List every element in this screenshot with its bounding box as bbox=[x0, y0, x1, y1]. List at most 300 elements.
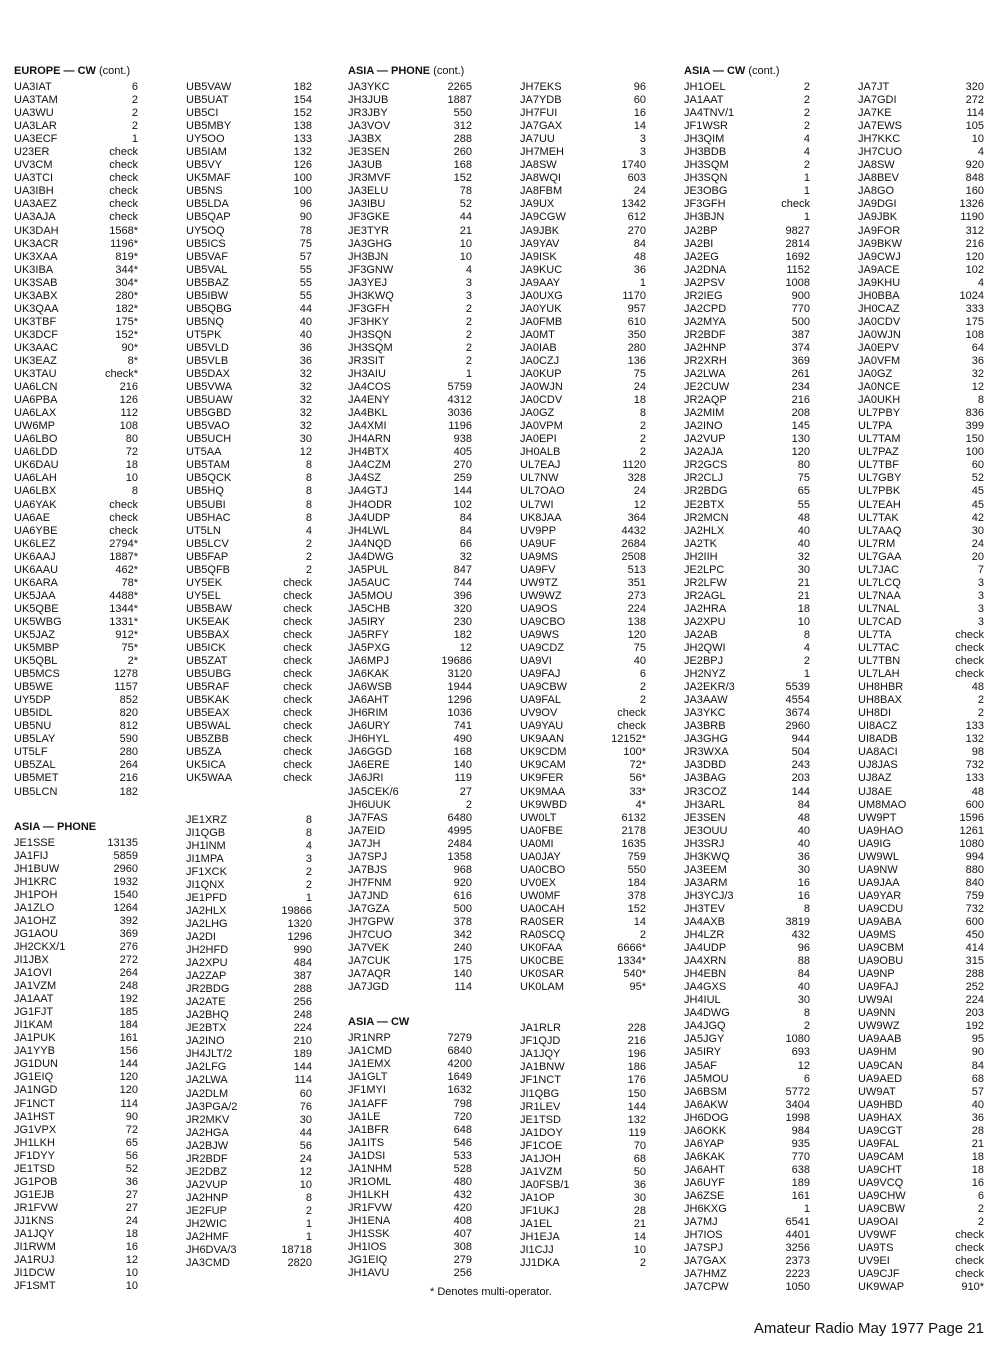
call-sign: JA3VOV bbox=[348, 120, 391, 133]
score: 1887* bbox=[109, 550, 138, 563]
call-sign: JI1DCW bbox=[14, 1267, 55, 1280]
score: 2 bbox=[977, 694, 984, 707]
station-row bbox=[858, 368, 984, 381]
score: 150 bbox=[627, 1087, 646, 1100]
call-sign: JA5IRY bbox=[348, 615, 386, 628]
call-sign: UT5LN bbox=[186, 524, 221, 537]
station-row bbox=[684, 133, 810, 146]
station-row bbox=[684, 629, 810, 642]
call-sign: JA1CMD bbox=[348, 1045, 393, 1058]
call-sign: UA3AJA bbox=[14, 211, 56, 224]
call-sign: JA3YEJ bbox=[348, 276, 388, 289]
call-sign: JA5AUC bbox=[348, 576, 391, 589]
score: 12 bbox=[971, 381, 984, 394]
call-sign: JH1IOS bbox=[348, 1241, 387, 1254]
station-row bbox=[858, 746, 984, 759]
call-sign: JR2GCS bbox=[684, 459, 728, 472]
station-row bbox=[684, 1007, 810, 1020]
station-row bbox=[186, 459, 312, 472]
score: 2223 bbox=[785, 1268, 810, 1281]
score: 2265 bbox=[447, 81, 472, 93]
score: 144 bbox=[791, 785, 810, 798]
call-sign: UB5ICS bbox=[186, 237, 226, 250]
score: 4 bbox=[803, 642, 810, 655]
section-title: ASIA — PHONE bbox=[348, 65, 431, 77]
station-row bbox=[520, 185, 646, 198]
call-sign: JE2LPC bbox=[684, 563, 725, 576]
call-sign: UK9CDM bbox=[520, 746, 567, 759]
station-row bbox=[186, 211, 312, 224]
station-row bbox=[858, 107, 984, 120]
score: 44 bbox=[459, 211, 472, 224]
call-sign: JH1POH bbox=[14, 888, 58, 901]
score: check bbox=[283, 602, 312, 615]
call-sign: UL7AAQ bbox=[858, 524, 902, 537]
score: 52 bbox=[459, 198, 472, 211]
score: 102 bbox=[453, 498, 472, 511]
call-sign: JA3YKC bbox=[348, 81, 390, 93]
score: 152 bbox=[293, 107, 312, 120]
station-row bbox=[858, 472, 984, 485]
score: 4 bbox=[803, 146, 810, 159]
call-sign: JF1UKJ bbox=[520, 1204, 560, 1217]
score: 7279 bbox=[447, 1032, 472, 1045]
call-sign: UA0CAH bbox=[520, 902, 565, 915]
station-row bbox=[14, 1163, 138, 1176]
score: 264 bbox=[119, 967, 138, 980]
call-sign: JA2HNP bbox=[186, 1191, 229, 1204]
station-row bbox=[858, 1151, 984, 1164]
score: 40 bbox=[797, 524, 810, 537]
station-row bbox=[684, 146, 810, 159]
section-heading bbox=[186, 65, 312, 78]
call-sign: UL7TA bbox=[858, 628, 892, 641]
call-sign: JH3SQN bbox=[348, 328, 392, 341]
score: 154 bbox=[293, 94, 312, 107]
score: 840 bbox=[965, 876, 984, 889]
station-row bbox=[14, 1019, 138, 1032]
call-sign: UL7PA bbox=[858, 420, 893, 433]
score: 182 bbox=[119, 785, 138, 798]
call-sign: JI1QGB bbox=[186, 826, 226, 839]
score: 44 bbox=[299, 302, 312, 315]
station-row bbox=[858, 303, 984, 316]
score: 32 bbox=[797, 550, 810, 563]
score: 308 bbox=[453, 1241, 472, 1254]
station-row bbox=[348, 472, 472, 485]
score: 72* bbox=[629, 759, 646, 772]
station-row bbox=[684, 694, 810, 707]
call-sign: UI8ADB bbox=[858, 733, 898, 746]
station-row bbox=[348, 720, 472, 733]
section-title: ASIA — CW bbox=[684, 65, 746, 77]
score: 160 bbox=[965, 185, 984, 198]
station-row bbox=[186, 407, 312, 420]
station-row bbox=[186, 1179, 312, 1192]
score: 114 bbox=[454, 981, 472, 994]
score: check bbox=[283, 615, 312, 628]
station-row bbox=[684, 316, 810, 329]
station-row bbox=[858, 251, 984, 264]
call-sign: UA9HAX bbox=[858, 1111, 903, 1124]
station-row bbox=[14, 1215, 138, 1228]
score: 1036 bbox=[447, 707, 472, 720]
score: 1568* bbox=[109, 224, 138, 237]
score: 920 bbox=[453, 876, 472, 889]
station-row bbox=[520, 1022, 646, 1035]
call-sign: JA3BX bbox=[348, 133, 382, 146]
score: 4 bbox=[977, 146, 984, 159]
call-sign: JA1PUK bbox=[14, 1032, 56, 1045]
score: 1 bbox=[803, 668, 810, 681]
score: 2 bbox=[639, 929, 646, 942]
score: 1080 bbox=[959, 837, 984, 850]
score: 1344* bbox=[109, 602, 138, 615]
station-row bbox=[684, 407, 810, 420]
station-row bbox=[684, 1086, 810, 1099]
score: 42 bbox=[971, 511, 984, 524]
call-sign: UK6LEZ bbox=[14, 537, 56, 550]
station-row bbox=[858, 629, 984, 642]
score: 52 bbox=[125, 1162, 138, 1175]
call-sign: JA9BKW bbox=[858, 237, 903, 250]
station-row bbox=[520, 381, 646, 394]
score: 95 bbox=[971, 1033, 984, 1046]
station-row bbox=[520, 929, 646, 942]
call-sign: UB5IAM bbox=[186, 146, 227, 159]
station-row bbox=[858, 968, 984, 981]
call-sign: UH8DI bbox=[858, 707, 892, 720]
call-sign: JI1QNX bbox=[186, 878, 225, 891]
call-sign: JF3GKE bbox=[348, 211, 390, 224]
score: 75 bbox=[797, 472, 810, 485]
station-row bbox=[348, 916, 472, 929]
call-sign: JF3HKY bbox=[348, 315, 389, 328]
call-sign: UT5LF bbox=[14, 746, 48, 759]
call-sign: JA1OHZ bbox=[14, 914, 57, 927]
score: 100 bbox=[293, 172, 312, 185]
station-row bbox=[186, 1192, 312, 1205]
call-sign: JH7FUI bbox=[520, 107, 558, 120]
score: 28 bbox=[633, 1204, 646, 1217]
call-sign: JA1HST bbox=[14, 1110, 55, 1123]
station-row bbox=[520, 290, 646, 303]
call-sign: JA2AB bbox=[684, 628, 718, 641]
station-row bbox=[858, 1033, 984, 1046]
station-row bbox=[684, 551, 810, 564]
call-sign: JA2HLX bbox=[186, 904, 227, 917]
score: 70 bbox=[633, 1139, 646, 1152]
call-sign: JF3GFH bbox=[348, 302, 390, 315]
station-row bbox=[348, 1163, 472, 1176]
call-sign: UA9YAR bbox=[858, 889, 902, 902]
call-sign: JR2XRH bbox=[684, 354, 727, 367]
score: 14 bbox=[633, 916, 646, 928]
score: 2 bbox=[803, 1020, 810, 1033]
station-row bbox=[520, 316, 646, 329]
score: check bbox=[109, 172, 138, 185]
station-row bbox=[14, 433, 138, 446]
call-sign: JA7EWS bbox=[858, 120, 903, 133]
station-row bbox=[684, 251, 810, 264]
station-row bbox=[520, 694, 646, 707]
station-row bbox=[348, 812, 472, 825]
station-row bbox=[14, 837, 138, 850]
station-row bbox=[520, 799, 646, 812]
station-row bbox=[858, 1046, 984, 1059]
station-row bbox=[520, 94, 646, 107]
call-sign: JH3BJN bbox=[348, 250, 389, 263]
score: 230 bbox=[453, 615, 472, 628]
score: 259 bbox=[453, 472, 472, 485]
score: 8 bbox=[305, 459, 312, 472]
call-sign: JR3COZ bbox=[684, 785, 727, 798]
score: 2 bbox=[465, 302, 472, 315]
station-row bbox=[348, 772, 472, 785]
station-row bbox=[348, 316, 472, 329]
call-sign: JH7CUO bbox=[348, 929, 393, 942]
station-row bbox=[684, 525, 810, 538]
score: 6480 bbox=[447, 811, 472, 824]
station-row bbox=[348, 1241, 472, 1254]
station-row bbox=[14, 603, 138, 616]
station-row bbox=[858, 590, 984, 603]
call-sign: JA4NQD bbox=[348, 537, 392, 550]
score: 387 bbox=[293, 970, 312, 983]
score: 1 bbox=[803, 211, 810, 224]
station-row bbox=[348, 981, 472, 994]
station-row bbox=[186, 485, 312, 498]
call-sign: UV3CM bbox=[14, 159, 53, 172]
call-sign: JR2MKV bbox=[186, 1113, 230, 1126]
station-row bbox=[14, 915, 138, 928]
call-sign: UB5ZAL bbox=[14, 759, 56, 772]
call-sign: UA9CHT bbox=[858, 1163, 903, 1176]
call-sign: UA9OBU bbox=[858, 955, 904, 968]
call-sign: JH0BBA bbox=[858, 289, 900, 302]
score: 1342 bbox=[621, 198, 646, 211]
station-row bbox=[14, 707, 138, 720]
station-row bbox=[186, 694, 312, 707]
score: 152 bbox=[627, 902, 646, 915]
score: 78 bbox=[459, 185, 472, 198]
call-sign: JI1CJJ bbox=[520, 1244, 554, 1257]
station-row bbox=[684, 1164, 810, 1177]
station-row bbox=[520, 394, 646, 407]
station-row bbox=[14, 185, 138, 198]
multi-operator-footnote: * Denotes multi-operator. bbox=[430, 1286, 552, 1298]
call-sign: UK5MBP bbox=[14, 642, 60, 655]
call-sign: UL7GAA bbox=[858, 550, 902, 563]
station-row bbox=[520, 981, 646, 994]
station-row bbox=[684, 590, 810, 603]
score: 18 bbox=[797, 602, 810, 615]
score: 18 bbox=[125, 1227, 138, 1240]
score: check bbox=[283, 759, 312, 772]
score: 243 bbox=[791, 759, 810, 772]
score: 378 bbox=[627, 889, 646, 902]
station-row bbox=[348, 368, 472, 381]
station-row bbox=[348, 577, 472, 590]
score: 273 bbox=[627, 589, 646, 602]
call-sign: JA4XMI bbox=[348, 420, 387, 433]
station-row bbox=[858, 1020, 984, 1033]
call-sign: JA1JQY bbox=[14, 1227, 55, 1240]
station-row bbox=[858, 564, 984, 577]
station-row bbox=[684, 1216, 810, 1229]
station-row bbox=[348, 616, 472, 629]
station-row bbox=[14, 264, 138, 277]
station-row bbox=[186, 759, 312, 772]
station-row bbox=[858, 525, 984, 538]
station-row bbox=[858, 238, 984, 251]
score: 75* bbox=[121, 642, 138, 655]
station-row bbox=[858, 485, 984, 498]
call-sign: UB5ZAT bbox=[186, 655, 228, 668]
station-row bbox=[14, 629, 138, 642]
call-sign: JR3MVF bbox=[348, 172, 391, 185]
station-row bbox=[348, 420, 472, 433]
score: 1050 bbox=[785, 1281, 810, 1294]
station-row bbox=[348, 890, 472, 903]
call-sign: JR1FVW bbox=[14, 1201, 58, 1214]
station-row bbox=[520, 107, 646, 120]
score: 184 bbox=[627, 876, 646, 889]
score: 100* bbox=[623, 746, 646, 759]
station-row bbox=[684, 812, 810, 825]
call-sign: UV9WF bbox=[858, 1229, 897, 1242]
score: 1887 bbox=[447, 94, 472, 107]
call-sign: UT5PK bbox=[186, 328, 222, 341]
station-row bbox=[858, 825, 984, 838]
call-sign: UL7OAO bbox=[520, 485, 565, 498]
score: 208 bbox=[791, 407, 810, 420]
station-row bbox=[14, 251, 138, 264]
call-sign: UA9FV bbox=[520, 563, 556, 576]
score: 108 bbox=[119, 420, 138, 433]
station-row bbox=[14, 759, 138, 772]
station-row bbox=[186, 1231, 312, 1244]
station-row bbox=[684, 786, 810, 799]
station-row bbox=[14, 107, 138, 120]
station-row bbox=[186, 107, 312, 120]
call-sign: JA2DI bbox=[186, 930, 216, 943]
call-sign: JA7JND bbox=[348, 889, 389, 902]
score: 5772 bbox=[785, 1085, 810, 1098]
call-sign: JA7CPW bbox=[684, 1281, 729, 1294]
call-sign: UB5HAC bbox=[186, 511, 231, 524]
call-sign: JA0WJN bbox=[858, 328, 901, 341]
station-row bbox=[858, 290, 984, 303]
call-sign: JA4BKL bbox=[348, 407, 388, 420]
station-row bbox=[684, 1229, 810, 1242]
call-sign: UW6MP bbox=[14, 420, 55, 433]
call-sign: JH4ARN bbox=[348, 433, 391, 446]
score: 590 bbox=[119, 733, 138, 746]
station-row bbox=[858, 146, 984, 159]
call-sign: JA3UB bbox=[348, 159, 383, 172]
score: 56 bbox=[299, 1139, 312, 1152]
station-row bbox=[14, 564, 138, 577]
score: 1944 bbox=[447, 681, 472, 694]
call-sign: UW0MF bbox=[520, 889, 561, 902]
station-row bbox=[348, 681, 472, 694]
score: 186 bbox=[627, 1061, 646, 1074]
station-row bbox=[186, 225, 312, 238]
score: 30 bbox=[797, 994, 810, 1007]
score: 161 bbox=[791, 1189, 810, 1202]
score: 2 bbox=[803, 107, 810, 120]
score: 2 bbox=[977, 1203, 984, 1216]
score: 2 bbox=[803, 159, 810, 172]
score: 138 bbox=[293, 120, 312, 133]
station-row bbox=[684, 1151, 810, 1164]
station-row bbox=[858, 1112, 984, 1125]
call-sign: JG1DUN bbox=[14, 1058, 59, 1071]
call-sign: JA0UXG bbox=[520, 289, 563, 302]
score: 216 bbox=[965, 237, 984, 250]
call-sign: JA2TK bbox=[684, 537, 718, 550]
call-sign: UA9CHW bbox=[858, 1189, 906, 1202]
call-sign: UA9CBM bbox=[858, 942, 904, 955]
station-row bbox=[14, 1045, 138, 1058]
score: 732 bbox=[965, 902, 984, 915]
score: 414 bbox=[965, 942, 984, 955]
score: 2814 bbox=[785, 237, 810, 250]
station-row bbox=[14, 1176, 138, 1189]
call-sign: JA1ZLO bbox=[14, 901, 55, 914]
station-row bbox=[858, 772, 984, 785]
call-sign: JF1XCK bbox=[186, 865, 227, 878]
station-row bbox=[520, 303, 646, 316]
score: 264 bbox=[119, 759, 138, 772]
call-sign: UA6LAX bbox=[14, 407, 57, 420]
call-sign: UB5LAY bbox=[14, 733, 56, 746]
call-sign: JA9ACE bbox=[858, 263, 900, 276]
call-sign: JH3ARL bbox=[684, 798, 725, 811]
score: 40 bbox=[797, 837, 810, 850]
station-row bbox=[858, 407, 984, 420]
score: 55 bbox=[299, 289, 312, 302]
score: 320 bbox=[453, 602, 472, 615]
station-row bbox=[186, 1074, 312, 1087]
call-sign: JA6WSB bbox=[348, 681, 393, 694]
score: check bbox=[109, 159, 138, 172]
call-sign: UB5CI bbox=[186, 107, 219, 120]
station-row bbox=[348, 198, 472, 211]
score: check bbox=[955, 655, 984, 668]
score: 95* bbox=[629, 981, 646, 994]
station-row bbox=[348, 851, 472, 864]
score: 32 bbox=[299, 381, 312, 394]
call-sign: UK9MAA bbox=[520, 785, 566, 798]
call-sign: UB5BAX bbox=[186, 628, 230, 641]
station-row bbox=[186, 707, 312, 720]
score: 176 bbox=[627, 1074, 646, 1087]
station-row bbox=[520, 1179, 646, 1192]
score: 836 bbox=[965, 407, 984, 420]
station-row bbox=[858, 1138, 984, 1151]
call-sign: JA2XPU bbox=[684, 615, 726, 628]
score: 182* bbox=[115, 302, 138, 315]
score: check bbox=[109, 146, 138, 159]
score: 261 bbox=[791, 368, 810, 381]
score: 546 bbox=[453, 1136, 472, 1149]
score: 10 bbox=[125, 1267, 138, 1280]
score: 133 bbox=[965, 720, 984, 733]
score: 18 bbox=[971, 1163, 984, 1176]
station-row bbox=[520, 1257, 646, 1270]
